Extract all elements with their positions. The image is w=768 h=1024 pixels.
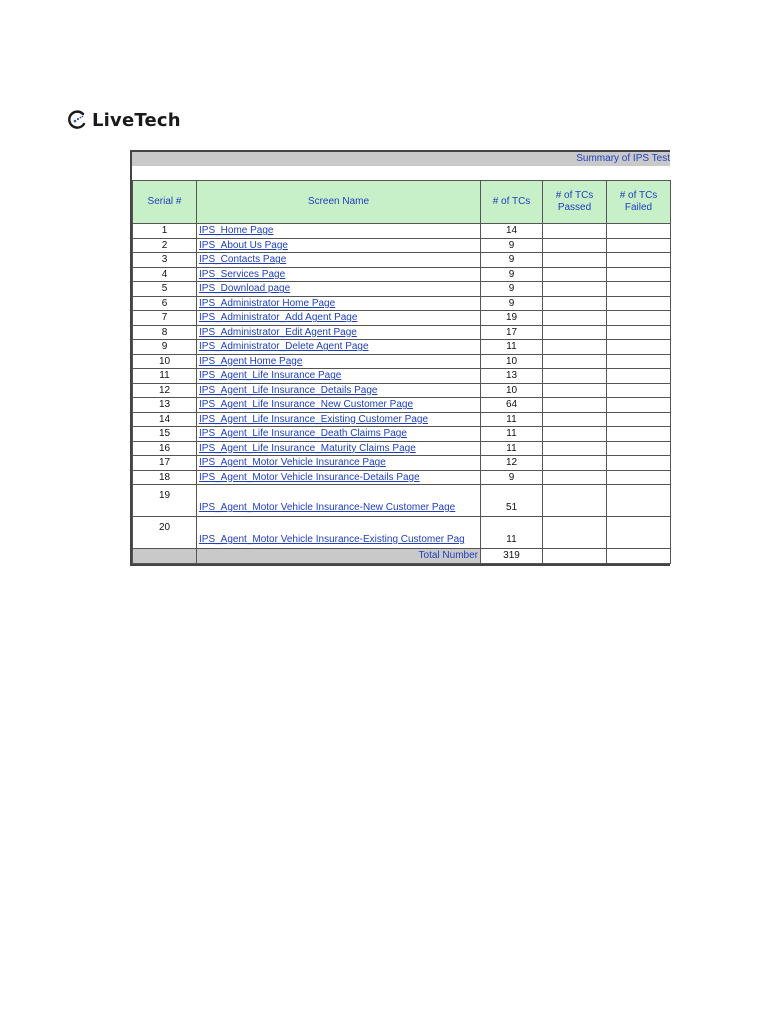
serial-cell: 10 xyxy=(133,354,197,369)
tcs-failed-cell[interactable] xyxy=(607,369,671,384)
tcs-passed-cell[interactable] xyxy=(543,485,607,517)
serial-cell: 7 xyxy=(133,311,197,326)
tcs-passed-cell[interactable] xyxy=(543,354,607,369)
logo-text: LiveTech xyxy=(92,109,181,131)
tcs-failed-cell[interactable] xyxy=(607,253,671,268)
screen-name-link[interactable]: IPS_Agent_Life Insurance Page xyxy=(199,370,342,382)
table-row xyxy=(133,325,671,340)
screen-name-link[interactable]: IPS_Download page xyxy=(199,283,291,295)
livetech-logo xyxy=(66,109,181,131)
screen-name-link[interactable]: IPS_Agent_Life Insurance_Details Page xyxy=(199,384,378,396)
num-tcs-cell: 11 xyxy=(481,517,543,549)
summary-sheet xyxy=(130,150,670,566)
tcs-passed-cell[interactable] xyxy=(543,253,607,268)
table-row xyxy=(133,253,671,268)
screen-name-link[interactable]: IPS_Agent_Motor Vehicle Insurance-Details Page xyxy=(199,471,420,483)
screen-name-link[interactable]: IPS_Agent_Motor Vehicle Insurance-Existing Customer Pag xyxy=(199,534,465,545)
screen-name-cell xyxy=(197,282,481,297)
livetech-logo-icon xyxy=(66,109,88,131)
num-tcs-cell: 13 xyxy=(481,369,543,384)
table-row xyxy=(133,238,671,253)
tcs-passed-cell[interactable] xyxy=(543,369,607,384)
num-tcs-cell: 10 xyxy=(481,383,543,398)
screen-name-link[interactable]: IPS_Administrator Home Page xyxy=(199,297,336,309)
num-tcs-cell: 19 xyxy=(481,311,543,326)
tcs-passed-cell[interactable] xyxy=(543,224,607,239)
screen-name-link[interactable]: IPS_Agent_Life Insurance_Existing Customer Page xyxy=(199,413,429,425)
summary-title: Summary of IPS Test xyxy=(132,152,670,166)
serial-cell: 4 xyxy=(133,267,197,282)
screen-name-cell xyxy=(197,456,481,471)
tcs-failed-cell[interactable] xyxy=(607,238,671,253)
total-blank xyxy=(133,549,197,564)
tcs-failed-cell[interactable] xyxy=(607,325,671,340)
tcs-passed-cell[interactable] xyxy=(543,296,607,311)
screen-name-link[interactable]: IPS_Administrator_Delete Agent Page xyxy=(199,341,369,353)
num-tcs-cell: 9 xyxy=(481,470,543,485)
total-passed-cell[interactable] xyxy=(543,549,607,564)
tcs-failed-cell[interactable] xyxy=(607,517,671,549)
table-row xyxy=(133,354,671,369)
header-tcs-failed-line2: Failed xyxy=(624,202,653,213)
tcs-passed-cell[interactable] xyxy=(543,267,607,282)
total-failed-cell[interactable] xyxy=(607,549,671,564)
tcs-passed-cell[interactable] xyxy=(543,412,607,427)
num-tcs-cell: 9 xyxy=(481,238,543,253)
table-row xyxy=(133,456,671,471)
table-row xyxy=(133,412,671,427)
screen-name-link[interactable]: IPS_Agent Home Page xyxy=(199,355,303,367)
tcs-passed-cell[interactable] xyxy=(543,427,607,442)
num-tcs-cell: 9 xyxy=(481,282,543,297)
header-tcs-passed-line2: Passed xyxy=(557,202,592,213)
num-tcs-cell: 51 xyxy=(481,485,543,517)
total-value: 319 xyxy=(481,549,543,564)
tcs-passed-cell[interactable] xyxy=(543,340,607,355)
num-tcs-cell: 9 xyxy=(481,267,543,282)
screen-name-cell xyxy=(197,427,481,442)
header-tcs-failed-line1: # of TCs xyxy=(619,190,658,201)
tcs-passed-cell[interactable] xyxy=(543,282,607,297)
table-row xyxy=(133,427,671,442)
table-row xyxy=(133,340,671,355)
screen-name-cell xyxy=(197,398,481,413)
tcs-failed-cell[interactable] xyxy=(607,441,671,456)
screen-name-cell xyxy=(197,412,481,427)
num-tcs-cell: 9 xyxy=(481,296,543,311)
table-row xyxy=(133,470,671,485)
serial-cell: 18 xyxy=(133,470,197,485)
table-row xyxy=(133,311,671,326)
num-tcs-cell: 9 xyxy=(481,253,543,268)
serial-cell: 12 xyxy=(133,383,197,398)
screen-name-cell xyxy=(197,441,481,456)
test-summary-table xyxy=(132,180,671,564)
screen-name-link[interactable]: IPS_Administrator_Edit Agent Page xyxy=(199,326,357,338)
screen-name-cell xyxy=(197,238,481,253)
serial-cell: 3 xyxy=(133,253,197,268)
num-tcs-cell: 11 xyxy=(481,427,543,442)
screen-name-cell xyxy=(197,354,481,369)
table-row xyxy=(133,485,671,517)
tcs-passed-cell[interactable] xyxy=(543,470,607,485)
num-tcs-cell: 10 xyxy=(481,354,543,369)
screen-name-link[interactable]: IPS_Agent_Motor Vehicle Insurance Page xyxy=(199,457,386,469)
serial-cell: 5 xyxy=(133,282,197,297)
num-tcs-cell: 64 xyxy=(481,398,543,413)
serial-cell: 19 xyxy=(133,485,197,517)
header-tcs-passed xyxy=(543,181,607,224)
total-label: Total Number xyxy=(197,549,481,564)
num-tcs-cell: 11 xyxy=(481,412,543,427)
screen-name-link[interactable]: IPS_About Us Page xyxy=(199,239,288,251)
serial-cell: 20 xyxy=(133,517,197,549)
serial-cell: 16 xyxy=(133,441,197,456)
tcs-failed-cell[interactable] xyxy=(607,311,671,326)
num-tcs-cell: 12 xyxy=(481,456,543,471)
screen-name-link[interactable]: IPS_Agent_Life Insurance_Maturity Claims Page xyxy=(199,442,416,454)
tcs-failed-cell[interactable] xyxy=(607,267,671,282)
num-tcs-cell: 17 xyxy=(481,325,543,340)
serial-cell: 13 xyxy=(133,398,197,413)
header-serial: Serial # xyxy=(133,181,197,224)
screen-name-link[interactable]: IPS_Administrator_Add Agent Page xyxy=(199,312,358,324)
table-row xyxy=(133,383,671,398)
table-row xyxy=(133,282,671,297)
tcs-passed-cell[interactable] xyxy=(543,517,607,549)
screen-name-link[interactable]: IPS_Contacts Page xyxy=(199,254,287,266)
tcs-passed-cell[interactable] xyxy=(543,238,607,253)
tcs-failed-cell[interactable] xyxy=(607,412,671,427)
num-tcs-cell: 14 xyxy=(481,224,543,239)
tcs-failed-cell[interactable] xyxy=(607,340,671,355)
tcs-passed-cell[interactable] xyxy=(543,325,607,340)
tcs-failed-cell[interactable] xyxy=(607,383,671,398)
screen-name-cell xyxy=(197,340,481,355)
screen-name-cell xyxy=(197,369,481,384)
header-row xyxy=(133,181,671,224)
table-row xyxy=(133,296,671,311)
screen-name-cell xyxy=(197,267,481,282)
spacer-row xyxy=(132,166,670,180)
screen-name-cell xyxy=(197,470,481,485)
num-tcs-cell: 11 xyxy=(481,441,543,456)
serial-cell: 6 xyxy=(133,296,197,311)
screen-name-link[interactable]: IPS_Agent_Life Insurance_Death Claims Page xyxy=(199,428,407,440)
serial-cell: 1 xyxy=(133,224,197,239)
screen-name-link[interactable]: IPS_Agent_Life Insurance_New Customer Page xyxy=(199,399,414,411)
table-row xyxy=(133,224,671,239)
serial-cell: 8 xyxy=(133,325,197,340)
tcs-passed-cell[interactable] xyxy=(543,383,607,398)
header-num-tcs: # of TCs xyxy=(481,181,543,224)
table-row xyxy=(133,517,671,549)
tcs-failed-cell[interactable] xyxy=(607,282,671,297)
screen-name-link[interactable]: IPS_Agent_Motor Vehicle Insurance-New Customer Page xyxy=(199,502,456,513)
screen-name-cell xyxy=(197,311,481,326)
screen-name-cell xyxy=(197,224,481,239)
serial-cell: 9 xyxy=(133,340,197,355)
tcs-passed-cell[interactable] xyxy=(543,311,607,326)
header-tcs-failed xyxy=(607,181,671,224)
tcs-failed-cell[interactable] xyxy=(607,456,671,471)
tcs-failed-cell[interactable] xyxy=(607,470,671,485)
serial-cell: 2 xyxy=(133,238,197,253)
screen-name-link[interactable]: IPS_Home Page xyxy=(199,225,274,237)
tcs-passed-cell[interactable] xyxy=(543,456,607,471)
header-tcs-passed-line1: # of TCs xyxy=(555,190,594,201)
header-screen-name: Screen Name xyxy=(197,181,481,224)
tcs-passed-cell[interactable] xyxy=(543,441,607,456)
tcs-passed-cell[interactable] xyxy=(543,398,607,413)
num-tcs-cell: 11 xyxy=(481,340,543,355)
tcs-failed-cell[interactable] xyxy=(607,398,671,413)
serial-cell: 11 xyxy=(133,369,197,384)
tcs-failed-cell[interactable] xyxy=(607,485,671,517)
screen-name-cell xyxy=(197,485,481,517)
serial-cell: 14 xyxy=(133,412,197,427)
tcs-failed-cell[interactable] xyxy=(607,224,671,239)
screen-name-cell xyxy=(197,253,481,268)
table-row xyxy=(133,267,671,282)
table-row xyxy=(133,398,671,413)
tcs-failed-cell[interactable] xyxy=(607,296,671,311)
serial-cell: 17 xyxy=(133,456,197,471)
tcs-failed-cell[interactable] xyxy=(607,427,671,442)
screen-name-cell xyxy=(197,325,481,340)
serial-cell: 15 xyxy=(133,427,197,442)
tcs-failed-cell[interactable] xyxy=(607,354,671,369)
table-row xyxy=(133,441,671,456)
table-row xyxy=(133,369,671,384)
total-row xyxy=(133,549,671,564)
screen-name-cell xyxy=(197,517,481,549)
screen-name-link[interactable]: IPS_Services Page xyxy=(199,268,286,280)
screen-name-cell xyxy=(197,383,481,398)
screen-name-cell xyxy=(197,296,481,311)
